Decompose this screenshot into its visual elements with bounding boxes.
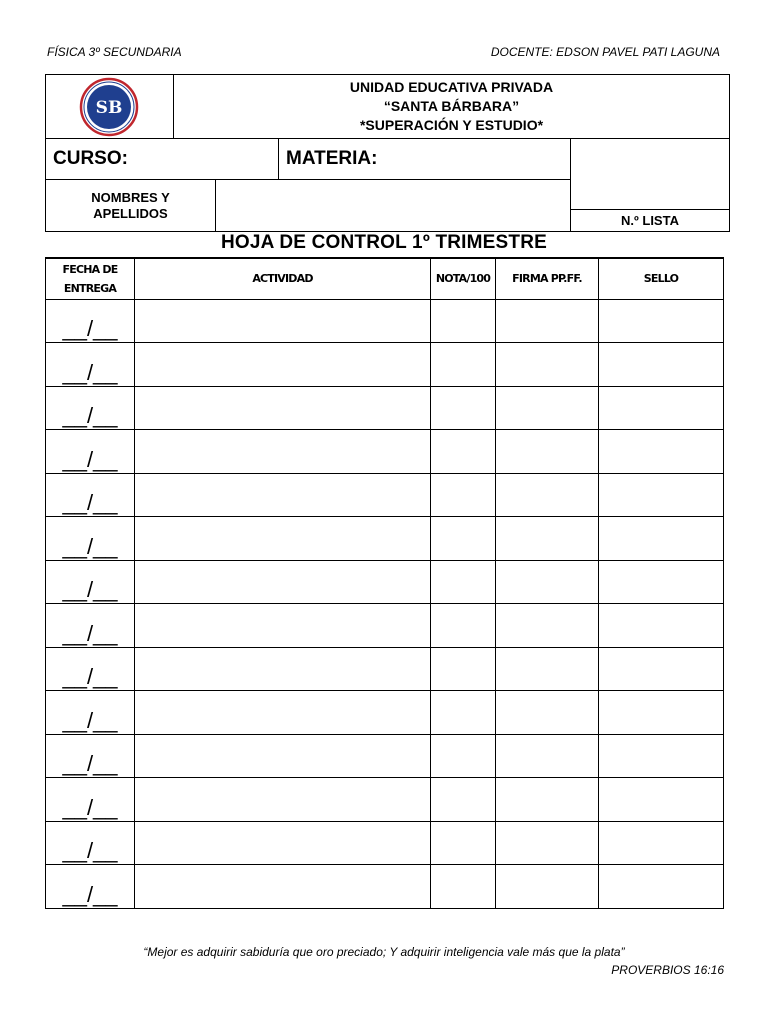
nota-cell[interactable] xyxy=(431,865,496,909)
col-fecha-header: FECHA DE ENTREGA xyxy=(46,258,135,299)
nombres-field[interactable] xyxy=(215,179,571,232)
logo-monogram: SB xyxy=(95,98,123,118)
col-sello-header: SELLO xyxy=(599,258,724,299)
nota-cell[interactable] xyxy=(431,343,496,387)
actividad-cell[interactable] xyxy=(135,386,431,430)
school-motto: *SUPERACIÓN Y ESTUDIO* xyxy=(359,117,544,133)
nota-cell[interactable] xyxy=(431,430,496,474)
date-cell[interactable]: __/__ xyxy=(46,691,135,735)
firma-cell[interactable] xyxy=(496,604,599,648)
nota-cell[interactable] xyxy=(431,517,496,561)
lista-number-field[interactable] xyxy=(570,138,730,210)
control-table xyxy=(45,257,724,909)
nota-cell[interactable] xyxy=(431,473,496,517)
school-type: UNIDAD EDUCATIVA PRIVADA xyxy=(349,79,554,95)
date-cell[interactable]: __/__ xyxy=(46,560,135,604)
nota-cell[interactable] xyxy=(431,734,496,778)
sello-cell[interactable] xyxy=(599,604,724,648)
date-cell[interactable]: __/__ xyxy=(46,778,135,822)
actividad-cell[interactable] xyxy=(135,691,431,735)
actividad-cell[interactable] xyxy=(135,473,431,517)
firma-cell[interactable] xyxy=(496,865,599,909)
sello-cell[interactable] xyxy=(599,517,724,561)
sello-cell[interactable] xyxy=(599,691,724,735)
actividad-cell[interactable] xyxy=(135,778,431,822)
subject-grade-text: FÍSICA 3º SECUNDARIA xyxy=(47,45,182,59)
table-row xyxy=(46,386,724,430)
sello-cell[interactable] xyxy=(599,778,724,822)
col-nota-header: NOTA/100 xyxy=(431,258,496,299)
date-cell[interactable]: __/__ xyxy=(46,430,135,474)
firma-cell[interactable] xyxy=(496,647,599,691)
table-row xyxy=(46,734,724,778)
logo-cell xyxy=(45,74,174,139)
actividad-cell[interactable] xyxy=(135,517,431,561)
footer-quote: “Mejor es adquirir sabiduría que oro preciado; Y adquirir inteligencia vale más que la plata” xyxy=(143,945,625,959)
firma-cell[interactable] xyxy=(496,821,599,865)
table-row xyxy=(46,430,724,474)
date-cell[interactable]: __/__ xyxy=(46,343,135,387)
nota-cell[interactable] xyxy=(431,299,496,343)
lista-label: N.º LISTA xyxy=(570,209,730,232)
actividad-cell[interactable] xyxy=(135,865,431,909)
sello-cell[interactable] xyxy=(599,299,724,343)
nota-cell[interactable] xyxy=(431,778,496,822)
nombres-label-line2: APELLIDOS xyxy=(93,205,168,221)
actividad-cell[interactable] xyxy=(135,430,431,474)
actividad-cell[interactable] xyxy=(135,343,431,387)
nota-cell[interactable] xyxy=(431,647,496,691)
date-cell[interactable]: __/__ xyxy=(46,647,135,691)
nota-cell[interactable] xyxy=(431,560,496,604)
actividad-cell[interactable] xyxy=(135,299,431,343)
table-row xyxy=(46,691,724,735)
curso-label: CURSO: xyxy=(53,148,128,169)
firma-cell[interactable] xyxy=(496,430,599,474)
firma-cell[interactable] xyxy=(496,473,599,517)
sello-cell[interactable] xyxy=(599,647,724,691)
col-firma-header: FIRMA PP.FF. xyxy=(496,258,599,299)
actividad-cell[interactable] xyxy=(135,647,431,691)
sheet-title: HOJA DE CONTROL 1º TRIMESTRE xyxy=(220,232,548,253)
table-row xyxy=(46,604,724,648)
date-cell[interactable]: __/__ xyxy=(46,604,135,648)
teacher-text: DOCENTE: EDSON PAVEL PATI LAGUNA xyxy=(490,45,720,59)
curso-field[interactable] xyxy=(45,138,279,180)
sello-cell[interactable] xyxy=(599,430,724,474)
col-actividad-header: ACTIVIDAD xyxy=(135,258,431,299)
nota-cell[interactable] xyxy=(431,821,496,865)
sello-cell[interactable] xyxy=(599,343,724,387)
firma-cell[interactable] xyxy=(496,299,599,343)
school-name: “SANTA BÁRBARA” xyxy=(383,98,520,114)
table-row xyxy=(46,647,724,691)
date-cell[interactable]: __/__ xyxy=(46,734,135,778)
date-cell[interactable]: __/__ xyxy=(46,299,135,343)
sello-cell[interactable] xyxy=(599,865,724,909)
date-cell[interactable]: __/__ xyxy=(46,865,135,909)
firma-cell[interactable] xyxy=(496,517,599,561)
table-row xyxy=(46,778,724,822)
date-cell[interactable]: __/__ xyxy=(46,473,135,517)
firma-cell[interactable] xyxy=(496,560,599,604)
table-row xyxy=(46,473,724,517)
table-row xyxy=(46,865,724,909)
firma-cell[interactable] xyxy=(496,386,599,430)
table-row xyxy=(46,299,724,343)
materia-label: MATERIA: xyxy=(286,148,378,169)
date-cell[interactable]: __/__ xyxy=(46,517,135,561)
school-logo xyxy=(77,77,141,137)
table-row xyxy=(46,560,724,604)
firma-cell[interactable] xyxy=(496,734,599,778)
date-cell[interactable]: __/__ xyxy=(46,821,135,865)
actividad-cell[interactable] xyxy=(135,734,431,778)
sello-cell[interactable] xyxy=(599,386,724,430)
materia-field[interactable] xyxy=(278,138,571,180)
nombres-label-line1: NOMBRES Y xyxy=(91,189,170,205)
footer-reference: PROVERBIOS 16:16 xyxy=(611,963,724,977)
sello-cell[interactable] xyxy=(599,821,724,865)
actividad-cell[interactable] xyxy=(135,560,431,604)
table-row xyxy=(46,821,724,865)
nota-cell[interactable] xyxy=(431,386,496,430)
date-cell[interactable]: __/__ xyxy=(46,386,135,430)
actividad-cell[interactable] xyxy=(135,604,431,648)
table-row xyxy=(46,343,724,387)
actividad-cell[interactable] xyxy=(135,821,431,865)
nota-cell[interactable] xyxy=(431,691,496,735)
nombres-label-cell xyxy=(45,179,216,232)
nota-cell[interactable] xyxy=(431,604,496,648)
sello-cell[interactable] xyxy=(599,473,724,517)
firma-cell[interactable] xyxy=(496,778,599,822)
sello-cell[interactable] xyxy=(599,560,724,604)
sello-cell[interactable] xyxy=(599,734,724,778)
firma-cell[interactable] xyxy=(496,691,599,735)
table-header-row xyxy=(46,258,724,299)
firma-cell[interactable] xyxy=(496,343,599,387)
school-title-cell xyxy=(173,74,730,139)
table-row xyxy=(46,517,724,561)
